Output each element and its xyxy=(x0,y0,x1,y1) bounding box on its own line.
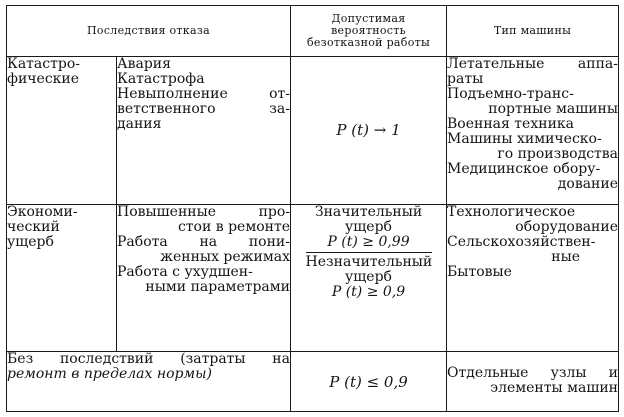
insignificant-formula: P (t) ≥ 0,9 xyxy=(331,284,406,300)
table-row xyxy=(7,352,619,412)
probability-split: Значительный ущерб P (t) ≥ 0,99 Незначительный ущерб P (t) ≥ 0,9 xyxy=(305,204,433,300)
table-row xyxy=(7,205,619,352)
category-cell: Катастро- фические xyxy=(7,57,117,205)
description-cell: Повышенные про- стои в ремонте Работа на пони- женных режимах Работа с ухудшен- ными параметрами xyxy=(117,205,291,352)
machine-type-cell: Технологическое оборудование Сельскохозяйствен- ные Бытовые xyxy=(447,205,619,352)
description-cell: Авария Катастрофа Невыполнение от- ветственного за- дания xyxy=(117,57,291,205)
machine-type-cell: Отдельные узлы и элементы машин xyxy=(447,352,619,412)
probability-cell: P (t) ≤ 0,9 xyxy=(291,352,447,412)
probability-cell: P (t) → 1 xyxy=(291,57,447,205)
probability-cell xyxy=(291,205,447,352)
machine-type-cell: Летательные аппа- раты Подъемно-транс- портные машины Военная техника Машины химическо- го производства Медицинское обору- дование xyxy=(447,57,619,205)
merged-consequence-cell: Без последствий (затраты на ремонт в пределах нормы) xyxy=(7,352,291,412)
reliability-table xyxy=(6,5,619,412)
header-probability: Допустимая вероятность безотказной работы xyxy=(291,6,447,57)
table-row xyxy=(7,57,619,205)
divider xyxy=(306,252,432,253)
header-row xyxy=(7,6,619,57)
category-cell: Экономи- ческий ущерб xyxy=(7,205,117,352)
significant-formula: P (t) ≥ 0,99 xyxy=(327,234,410,250)
header-consequences: Последствия отказа xyxy=(7,6,291,57)
header-machine-type: Тип машины xyxy=(447,6,619,57)
